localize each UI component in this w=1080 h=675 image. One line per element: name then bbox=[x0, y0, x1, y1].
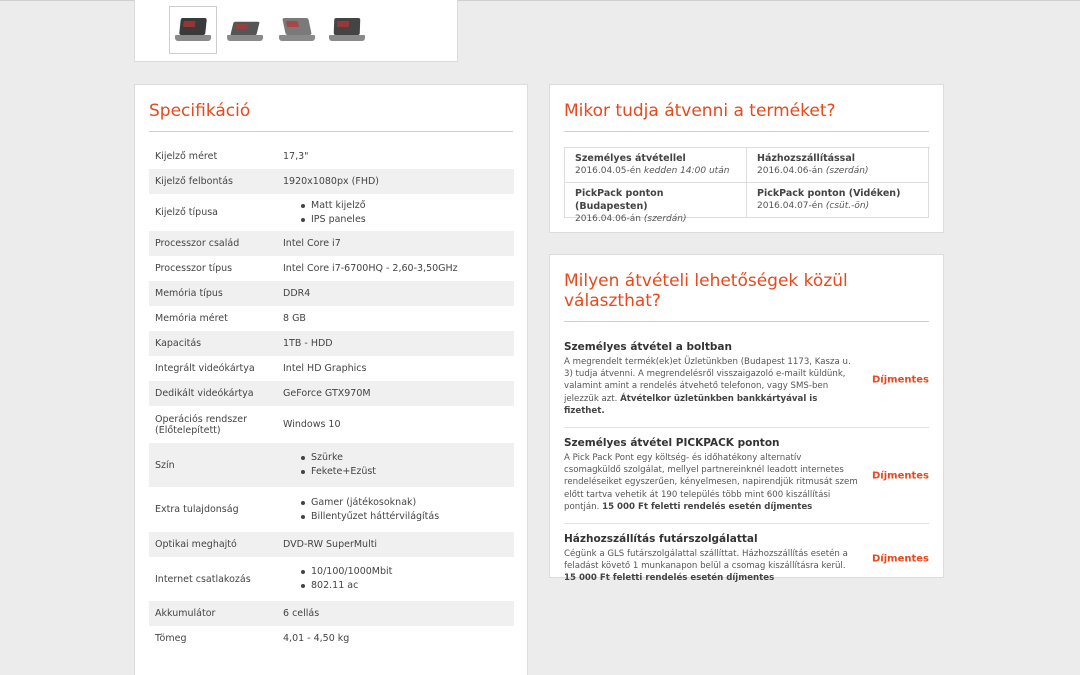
spec-key: Kijelző típusa bbox=[155, 207, 218, 218]
option-description: A Pick Pack Pont egy költség- és időhatékony alternatív csomagküldő szolgálat, mellyel partnereinknél leadott internetes rendeléseiket egyszerűen, kényelmesen, napirendjük ritmusát szem előtt tartva vehetik át 190 település több mint 600 kiszállítási pontján. 15 000 Ft feletti rendelés esetén díjmentes bbox=[564, 453, 858, 512]
spec-row bbox=[149, 532, 514, 557]
spec-title: Specifikáció bbox=[149, 101, 513, 132]
spec-row bbox=[149, 443, 514, 487]
laptop-thumbnail-2[interactable] bbox=[221, 6, 269, 54]
spec-value: 17,3" bbox=[283, 151, 309, 162]
spec-row bbox=[149, 231, 514, 256]
laptop-image bbox=[278, 16, 316, 44]
laptop-image bbox=[226, 16, 264, 44]
spec-row bbox=[149, 331, 514, 356]
spec-row bbox=[149, 381, 514, 406]
spec-value: Intel Core i7 bbox=[283, 238, 341, 249]
spec-key: Optikai meghajtó bbox=[155, 539, 237, 550]
spec-key: Akkumulátor bbox=[155, 608, 216, 619]
pickup-cell-heading: PickPack ponton (Budapesten) bbox=[575, 188, 664, 212]
pickup-cell-heading: PickPack ponton (Vidéken) bbox=[757, 188, 901, 199]
spec-row bbox=[149, 356, 514, 381]
pickup-cell-heading: Házhozszállítással bbox=[757, 153, 856, 164]
spec-value: Windows 10 bbox=[283, 419, 341, 430]
spec-value: 1TB - HDD bbox=[283, 338, 333, 349]
option-price: Díjmentes bbox=[872, 374, 929, 385]
spec-value: Intel HD Graphics bbox=[283, 363, 367, 374]
laptop-thumbnail-3[interactable] bbox=[273, 6, 321, 54]
spec-key: Kijelző felbontás bbox=[155, 176, 233, 187]
spec-row bbox=[149, 601, 514, 626]
pickup-cell-heading: Személyes átvétellel bbox=[575, 153, 686, 164]
spec-value-list bbox=[283, 199, 508, 227]
spec-value-item: IPS paneles bbox=[283, 213, 508, 227]
spec-row bbox=[149, 144, 514, 169]
pickup-cell-pickpack-countryside bbox=[747, 183, 929, 218]
spec-value: DDR4 bbox=[283, 288, 311, 299]
option-title: Személyes átvétel PICKPACK ponton bbox=[564, 437, 780, 450]
pickup-cell-date: 2016.04.06-án (szerdán) bbox=[575, 214, 687, 224]
spec-value: 8 GB bbox=[283, 313, 306, 324]
spec-value bbox=[277, 443, 514, 487]
spec-key: Extra tulajdonság bbox=[155, 504, 239, 515]
spec-key: Internet csatlakozás bbox=[155, 573, 251, 585]
spec-table bbox=[149, 144, 514, 651]
spec-key: Processzor család bbox=[155, 238, 240, 249]
delivery-options-panel bbox=[549, 254, 944, 584]
spec-row bbox=[149, 557, 514, 601]
laptop-image bbox=[328, 16, 366, 44]
pickup-cell-date: 2016.04.07-én (csüt.-ön) bbox=[757, 201, 870, 211]
spec-value-item: 802.11 ac bbox=[283, 579, 508, 593]
option-price: Díjmentes bbox=[872, 553, 929, 565]
spec-value bbox=[277, 194, 514, 231]
spec-value-item: 10/100/1000Mbit bbox=[283, 565, 508, 579]
spec-key: Memória típus bbox=[155, 288, 223, 299]
laptop-thumbnail-4[interactable] bbox=[323, 6, 371, 54]
spec-value-list bbox=[283, 451, 508, 479]
spec-row bbox=[149, 487, 514, 532]
spec-value: 4,01 - 4,50 kg bbox=[283, 633, 350, 644]
spec-value-list bbox=[283, 565, 508, 593]
spec-key: Szín bbox=[155, 459, 175, 471]
pickup-time-panel bbox=[549, 84, 944, 233]
spec-key: Dedikált videókártya bbox=[155, 388, 254, 399]
spec-key: Integrált videókártya bbox=[155, 363, 255, 374]
delivery-option-pickpack bbox=[564, 428, 929, 524]
spec-row bbox=[149, 256, 514, 281]
spec-value: GeForce GTX970M bbox=[283, 388, 371, 399]
spec-key: Kijelző méret bbox=[155, 151, 218, 162]
option-price: Díjmentes bbox=[872, 470, 929, 482]
pickup-cell-date: 2016.04.06-án (szerdán) bbox=[757, 166, 869, 176]
spec-row bbox=[149, 406, 514, 443]
pickup-cell-pickpack-budapest bbox=[565, 183, 747, 224]
spec-value bbox=[277, 557, 514, 601]
laptop-image bbox=[174, 16, 212, 44]
spec-value-list bbox=[283, 496, 508, 524]
spec-value-item: Szürke bbox=[283, 451, 508, 465]
spec-key: Tömeg bbox=[155, 633, 187, 644]
spec-value bbox=[277, 487, 514, 532]
spec-value: Intel Core i7-6700HQ - 2,60-3,50GHz bbox=[283, 263, 458, 274]
option-description: Cégünk a GLS futárszolgálattal szállíttat. Házhozszállítás esetén a feladást követő 1 munkanapon belül a csomag kiszállításra kerül. 15 000 Ft feletti rendelés esetén díjmentes bbox=[564, 549, 848, 584]
spec-value: 6 cellás bbox=[283, 608, 320, 619]
options-title: Milyen átvételi lehetőségek közül választhat? bbox=[564, 271, 929, 322]
spec-row bbox=[149, 169, 514, 194]
spec-value: DVD-RW SuperMulti bbox=[283, 539, 378, 550]
spec-value: 1920x1080px (FHD) bbox=[283, 176, 379, 187]
spec-key: Operációs rendszer (Előtelepített) bbox=[155, 413, 248, 436]
pickup-cell-date: 2016.04.05-én kedden 14:00 után bbox=[575, 166, 730, 176]
spec-row bbox=[149, 194, 514, 231]
option-title: Házhozszállítás futárszolgálattal bbox=[564, 533, 758, 546]
product-image-gallery bbox=[134, 0, 458, 62]
spec-row bbox=[149, 281, 514, 306]
specification-panel bbox=[134, 84, 528, 675]
spec-key: Memória méret bbox=[155, 313, 228, 324]
spec-value-item: Gamer (játékosoknak) bbox=[283, 496, 508, 510]
delivery-option-courier bbox=[564, 524, 929, 595]
option-title: Személyes átvétel a boltban bbox=[564, 341, 732, 353]
pickup-cell-delivery bbox=[747, 148, 929, 183]
pickup-title: Mikor tudja átvenni a terméket? bbox=[564, 101, 929, 132]
spec-row bbox=[149, 306, 514, 331]
laptop-thumbnail-1[interactable] bbox=[169, 6, 217, 54]
spec-value-item: Matt kijelző bbox=[283, 199, 508, 213]
spec-value-item: Billentyűzet háttérvilágítás bbox=[283, 510, 508, 524]
delivery-option-store bbox=[564, 332, 929, 428]
spec-key: Processzor típus bbox=[155, 263, 233, 274]
pickup-cell-personal bbox=[565, 148, 747, 183]
spec-key: Kapacitás bbox=[155, 338, 202, 349]
spec-value-item: Fekete+Ezüst bbox=[283, 465, 508, 479]
option-description: A megrendelt termék(ek)et Üzletünkben (Budapest 1173, Kasza u. 3) tudja átvenni. A megrendelésről visszaigazoló e-mailt küldünk, valamint amint a rendelés átvehető telefonon, vagy SMS-ben jelezzük azt. Átvételkor üzletünkben bankkártyával is fizethet. bbox=[564, 357, 851, 416]
pickup-grid bbox=[564, 147, 930, 224]
spec-row bbox=[149, 626, 514, 651]
